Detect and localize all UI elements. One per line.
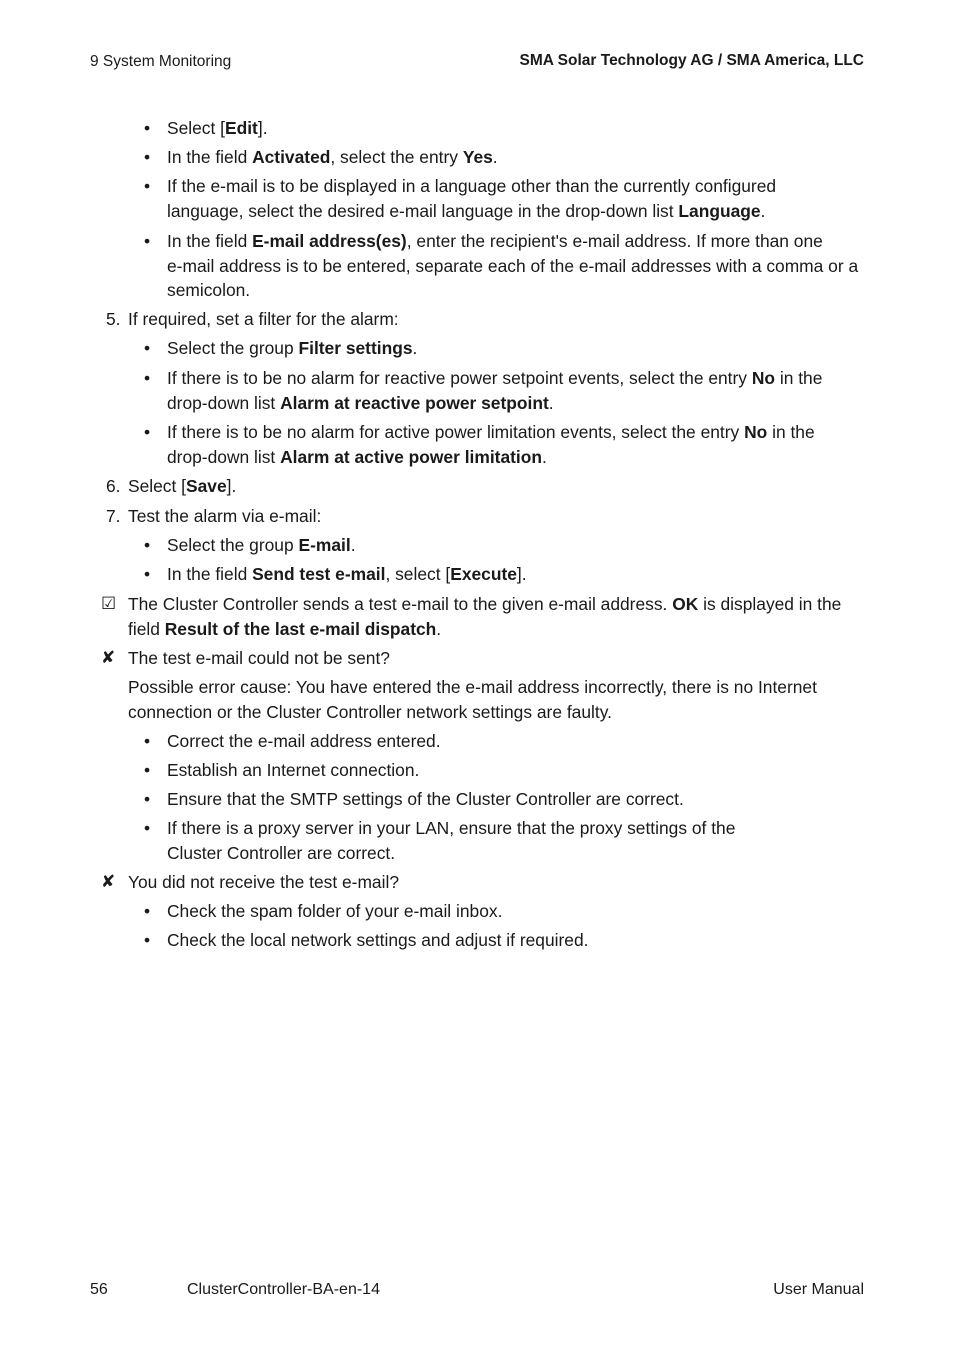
text-run: . bbox=[548, 392, 554, 413]
text-run: If required, set a filter for the alarm: bbox=[128, 309, 399, 329]
text-line bbox=[128, 700, 612, 725]
text-line bbox=[167, 420, 815, 445]
text-line bbox=[167, 229, 823, 254]
text-run: In the field bbox=[167, 231, 253, 251]
bullet-marker: • bbox=[144, 231, 151, 251]
text-run: is displayed in the bbox=[698, 594, 842, 614]
text-line bbox=[167, 816, 735, 841]
text-run: Check the spam folder of your e-mail inbox. bbox=[167, 901, 503, 921]
text-line bbox=[167, 254, 858, 279]
text-line bbox=[128, 646, 390, 671]
text-line bbox=[167, 928, 588, 953]
text-run: , enter the recipient's e-mail address. If more than one bbox=[406, 231, 823, 251]
bullet-marker: • bbox=[144, 422, 151, 442]
bullet-marker: • bbox=[144, 338, 151, 358]
bullet-marker: • bbox=[144, 147, 151, 167]
bullet-marker: • bbox=[144, 118, 151, 138]
text-run: Check the local network settings and adjust if required. bbox=[167, 930, 589, 950]
ui-term: Send test e-mail bbox=[252, 564, 386, 584]
text-run: Possible error cause: You have entered the e-mail address incorrectly, there is no Internet bbox=[128, 677, 817, 697]
text-line bbox=[167, 174, 776, 199]
document-type: User Manual bbox=[773, 1281, 864, 1298]
ui-term: Result of the last e-mail dispatch bbox=[164, 618, 437, 639]
text-line bbox=[128, 675, 817, 700]
text-run: Test the alarm via e-mail: bbox=[128, 506, 322, 526]
ui-term: No bbox=[751, 368, 775, 388]
text-line bbox=[128, 870, 399, 895]
text-line bbox=[167, 116, 268, 141]
text-run: The Cluster Controller sends a test e-mail to the given e-mail address. bbox=[128, 594, 673, 614]
text-run: e-mail address is to be entered, separate each of the e-mail addresses with a comma or a bbox=[167, 255, 859, 276]
cross-icon: ✘ bbox=[101, 648, 116, 667]
text-run: . bbox=[436, 618, 442, 639]
bullet-marker: • bbox=[144, 901, 151, 921]
text-run: If there is a proxy server in your LAN, ensure that the proxy settings of the bbox=[167, 818, 736, 838]
ui-term: Alarm at active power limitation bbox=[280, 446, 542, 467]
text-run: . bbox=[760, 200, 766, 221]
text-line bbox=[167, 391, 554, 416]
bullet-marker: • bbox=[144, 818, 151, 838]
text-line bbox=[128, 592, 841, 617]
text-line bbox=[128, 617, 441, 642]
text-run: Select [ bbox=[167, 118, 225, 138]
text-line bbox=[167, 787, 684, 812]
text-run: , select [ bbox=[385, 564, 451, 584]
ui-term: Save bbox=[186, 476, 227, 496]
text-run: , select the entry bbox=[330, 147, 463, 167]
text-run: language, select the desired e-mail language in the drop-down list bbox=[167, 200, 679, 221]
text-run: drop-down list bbox=[167, 446, 281, 467]
text-run: Select the group bbox=[167, 535, 299, 555]
ui-term: OK bbox=[672, 594, 699, 614]
ui-term: E-mail address(es) bbox=[252, 231, 407, 251]
text-run: If there is to be no alarm for active power limitation events, select the entry bbox=[167, 422, 745, 442]
text-run: ]. bbox=[226, 476, 237, 496]
text-line bbox=[167, 729, 441, 754]
text-line bbox=[167, 366, 822, 391]
ui-term: Language bbox=[678, 200, 761, 221]
document-id: ClusterController-BA-en-14 bbox=[187, 1281, 380, 1298]
text-line bbox=[167, 336, 417, 361]
text-run: . bbox=[492, 147, 498, 167]
ui-term: Yes bbox=[462, 147, 493, 167]
text-run: Ensure that the SMTP settings of the Cluster Controller are correct. bbox=[167, 789, 684, 809]
text-run: . bbox=[542, 446, 547, 467]
ui-term: No bbox=[744, 422, 768, 442]
step-number: 5. bbox=[106, 309, 121, 329]
cross-icon: ✘ bbox=[101, 872, 116, 891]
step-number: 7. bbox=[106, 506, 121, 526]
text-run: In the field bbox=[167, 564, 253, 584]
bullet-marker: • bbox=[144, 731, 151, 751]
ui-term: E-mail bbox=[298, 535, 351, 555]
text-run: in the bbox=[775, 368, 823, 388]
text-line bbox=[128, 474, 236, 499]
text-run: If the e-mail is to be displayed in a language other than the currently configured bbox=[167, 176, 777, 196]
text-run: ]. bbox=[257, 118, 268, 138]
text-run: In the field bbox=[167, 147, 253, 167]
bullet-marker: • bbox=[144, 368, 151, 388]
bullet-marker: • bbox=[144, 176, 151, 196]
text-run: connection or the Cluster Controller network settings are faulty. bbox=[128, 701, 612, 722]
text-line bbox=[167, 899, 502, 924]
ui-term: Execute bbox=[450, 564, 517, 584]
text-run: You did not receive the test e-mail? bbox=[128, 872, 400, 892]
text-run: Select [ bbox=[128, 476, 186, 496]
bullet-marker: • bbox=[144, 930, 151, 950]
ui-term: Activated bbox=[252, 147, 331, 167]
text-line bbox=[128, 504, 321, 529]
text-run: . bbox=[412, 338, 418, 358]
ui-term: Alarm at reactive power setpoint bbox=[280, 392, 549, 413]
text-run: ]. bbox=[516, 564, 527, 584]
ui-term: Edit bbox=[225, 118, 258, 138]
text-run: Establish an Internet connection. bbox=[167, 760, 420, 780]
text-line bbox=[167, 445, 547, 470]
text-line bbox=[167, 199, 765, 224]
text-line bbox=[167, 562, 527, 587]
bullet-marker: • bbox=[144, 564, 151, 584]
bullet-marker: • bbox=[144, 535, 151, 555]
text-line bbox=[167, 533, 356, 558]
text-run: semicolon. bbox=[167, 280, 251, 300]
ui-term: Filter settings bbox=[298, 338, 413, 358]
text-line bbox=[167, 145, 498, 170]
text-run: If there is to be no alarm for reactive power setpoint events, select the entry bbox=[167, 368, 752, 388]
text-line bbox=[167, 841, 395, 866]
step-number: 6. bbox=[106, 476, 121, 496]
text-line bbox=[167, 758, 419, 783]
text-run: field bbox=[128, 618, 165, 639]
text-line bbox=[128, 307, 399, 332]
text-run: The test e-mail could not be sent? bbox=[128, 648, 390, 668]
bullet-marker: • bbox=[144, 760, 151, 780]
bullet-marker: • bbox=[144, 789, 151, 809]
text-run: in the bbox=[767, 422, 815, 442]
text-run: Cluster Controller are correct. bbox=[167, 842, 396, 863]
checkbox-icon: ☑ bbox=[101, 594, 117, 613]
text-run: Correct the e-mail address entered. bbox=[167, 731, 441, 751]
text-line bbox=[167, 278, 250, 303]
company-name: SMA Solar Technology AG / SMA America, LLC bbox=[519, 52, 864, 69]
text-run: Select the group bbox=[167, 338, 299, 358]
text-run: . bbox=[350, 535, 356, 555]
page-number: 56 bbox=[90, 1281, 108, 1298]
section-title: 9 System Monitoring bbox=[90, 53, 232, 70]
text-run: drop-down list bbox=[167, 392, 281, 413]
